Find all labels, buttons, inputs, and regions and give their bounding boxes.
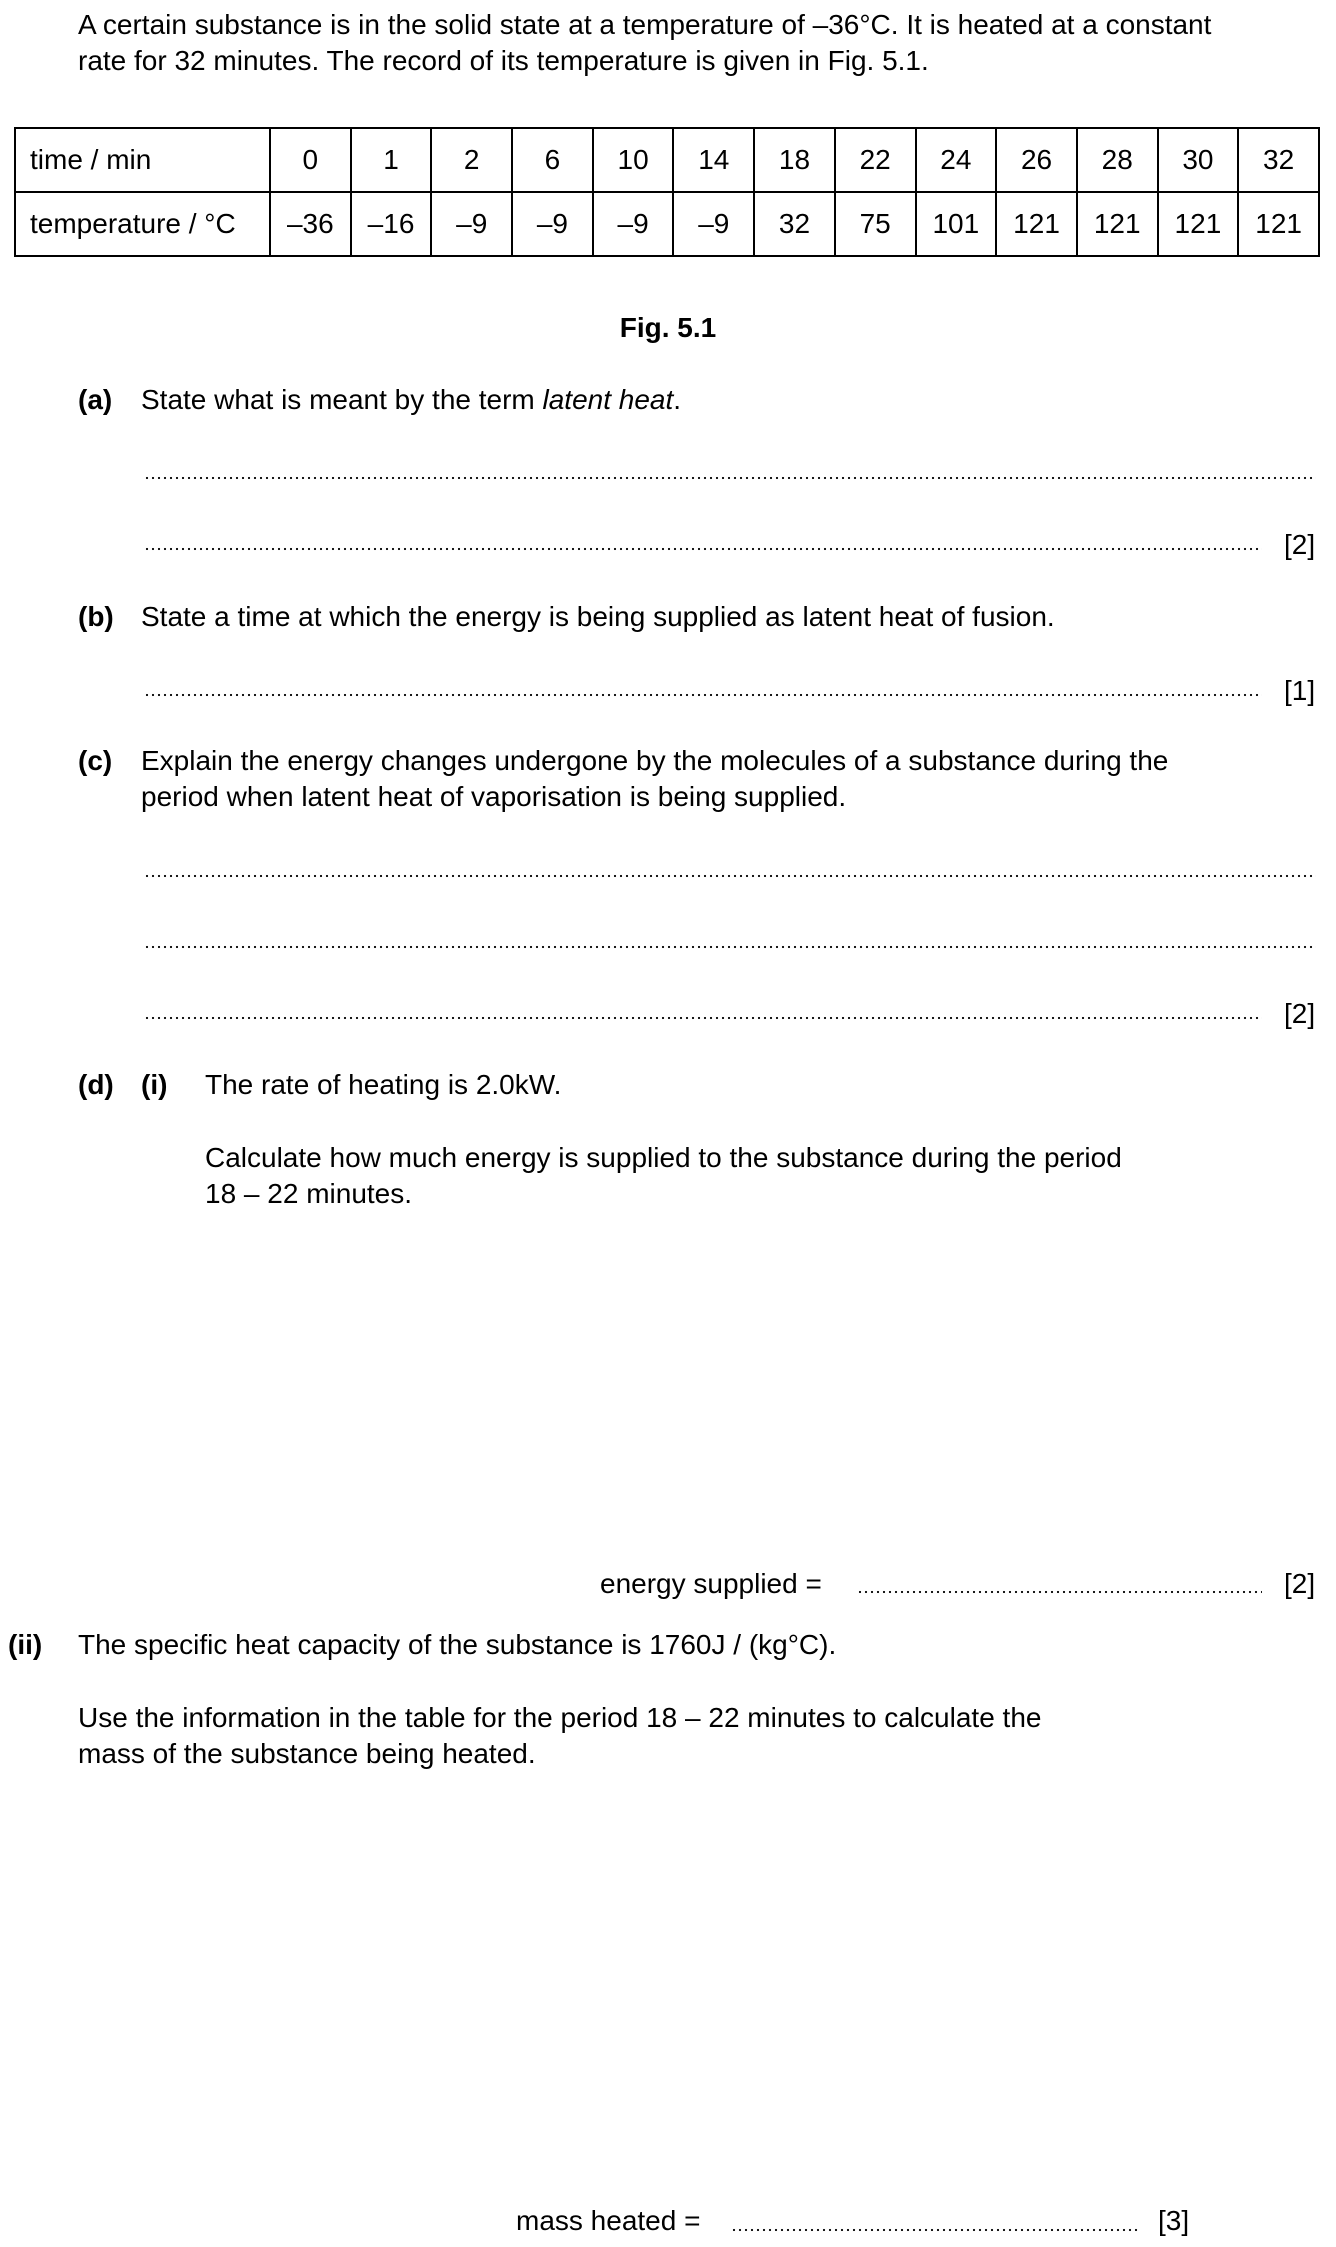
answer-line[interactable]: [144, 874, 1316, 878]
answer-line[interactable]: [144, 547, 1262, 551]
table-cell: 6: [512, 128, 593, 192]
question-d-ii-text: The specific heat capacity of the substance is 1760J / (kg°C).: [78, 1629, 837, 1660]
question-d-ii-line-1: Use the information in the table for the period 18 – 22 minutes to calculate the: [78, 1702, 1042, 1733]
table-cell: –9: [512, 192, 593, 256]
answer-line[interactable]: [144, 945, 1316, 949]
answer-line[interactable]: [144, 1016, 1262, 1020]
energy-supplied-answer-line[interactable]: [857, 1590, 1262, 1594]
question-d-label: (d): [78, 1069, 114, 1100]
table-cell: –36: [270, 192, 351, 256]
table-row-temperature: [15, 192, 1319, 256]
question-c-line-1: Explain the energy changes undergone by the molecules of a substance during the: [141, 745, 1169, 776]
intro-line-1: A certain substance is in the solid state at a temperature of –36°C. It is heated at a constant: [78, 9, 1212, 40]
table-cell: 1: [351, 128, 432, 192]
table-cell: –9: [593, 192, 674, 256]
table-cell: 10: [593, 128, 674, 192]
table-header-time: time / min: [15, 128, 270, 192]
table-cell: 30: [1158, 128, 1239, 192]
table-cell: 75: [835, 192, 916, 256]
table-cell: 32: [754, 192, 835, 256]
table-cell: 22: [835, 128, 916, 192]
mass-heated-answer-line[interactable]: [731, 2228, 1139, 2232]
intro-line-2: rate for 32 minutes. The record of its temperature is given in Fig. 5.1.: [78, 45, 929, 76]
question-c-label: (c): [78, 745, 113, 776]
table-header-temperature: temperature / °C: [15, 192, 270, 256]
table-cell: 121: [1077, 192, 1158, 256]
question-c-line-2: period when latent heat of vaporisation is being supplied.: [141, 781, 847, 812]
question-d-i-line-2: 18 – 22 minutes.: [205, 1178, 413, 1209]
question-a-label: (a): [78, 384, 113, 415]
temperature-time-table: [14, 127, 1320, 257]
answer-line[interactable]: [144, 693, 1262, 697]
question-d-i-label: (i): [141, 1069, 168, 1100]
energy-supplied-label: energy supplied =: [600, 1568, 822, 1599]
question-d-i-text: The rate of heating is 2.0kW.: [205, 1069, 562, 1100]
answer-line[interactable]: [144, 476, 1316, 480]
table-cell: 101: [916, 192, 997, 256]
question-b-text: State a time at which the energy is being supplied as latent heat of fusion.: [141, 601, 1055, 632]
figure-caption: Fig. 5.1: [619, 312, 717, 343]
table-row-time: [15, 128, 1319, 192]
question-b-label: (b): [78, 601, 114, 632]
question-d-ii-line-2: mass of the substance being heated.: [78, 1738, 536, 1769]
table-cell: 2: [431, 128, 512, 192]
table-cell: –9: [673, 192, 754, 256]
table-cell: 121: [996, 192, 1077, 256]
marks-b: [1]: [1284, 675, 1316, 706]
table-cell: 121: [1238, 192, 1319, 256]
marks-d-ii: [3]: [1158, 2205, 1190, 2236]
mass-heated-label: mass heated =: [516, 2205, 701, 2236]
table-cell: –9: [431, 192, 512, 256]
question-d-i-line-1: Calculate how much energy is supplied to the substance during the period: [205, 1142, 1122, 1173]
table-cell: 26: [996, 128, 1077, 192]
table-cell: 121: [1158, 192, 1239, 256]
table-cell: 14: [673, 128, 754, 192]
marks-c: [2]: [1284, 998, 1316, 1029]
table-cell: 28: [1077, 128, 1158, 192]
table-cell: 0: [270, 128, 351, 192]
marks-d-i: [2]: [1284, 1568, 1316, 1599]
marks-a: [2]: [1284, 529, 1316, 560]
table-cell: 18: [754, 128, 835, 192]
table-cell: –16: [351, 192, 432, 256]
question-d-ii-label: (ii): [8, 1629, 43, 1660]
table-cell: 32: [1238, 128, 1319, 192]
table-cell: 24: [916, 128, 997, 192]
question-a-text: State what is meant by the term latent heat.: [141, 384, 682, 415]
